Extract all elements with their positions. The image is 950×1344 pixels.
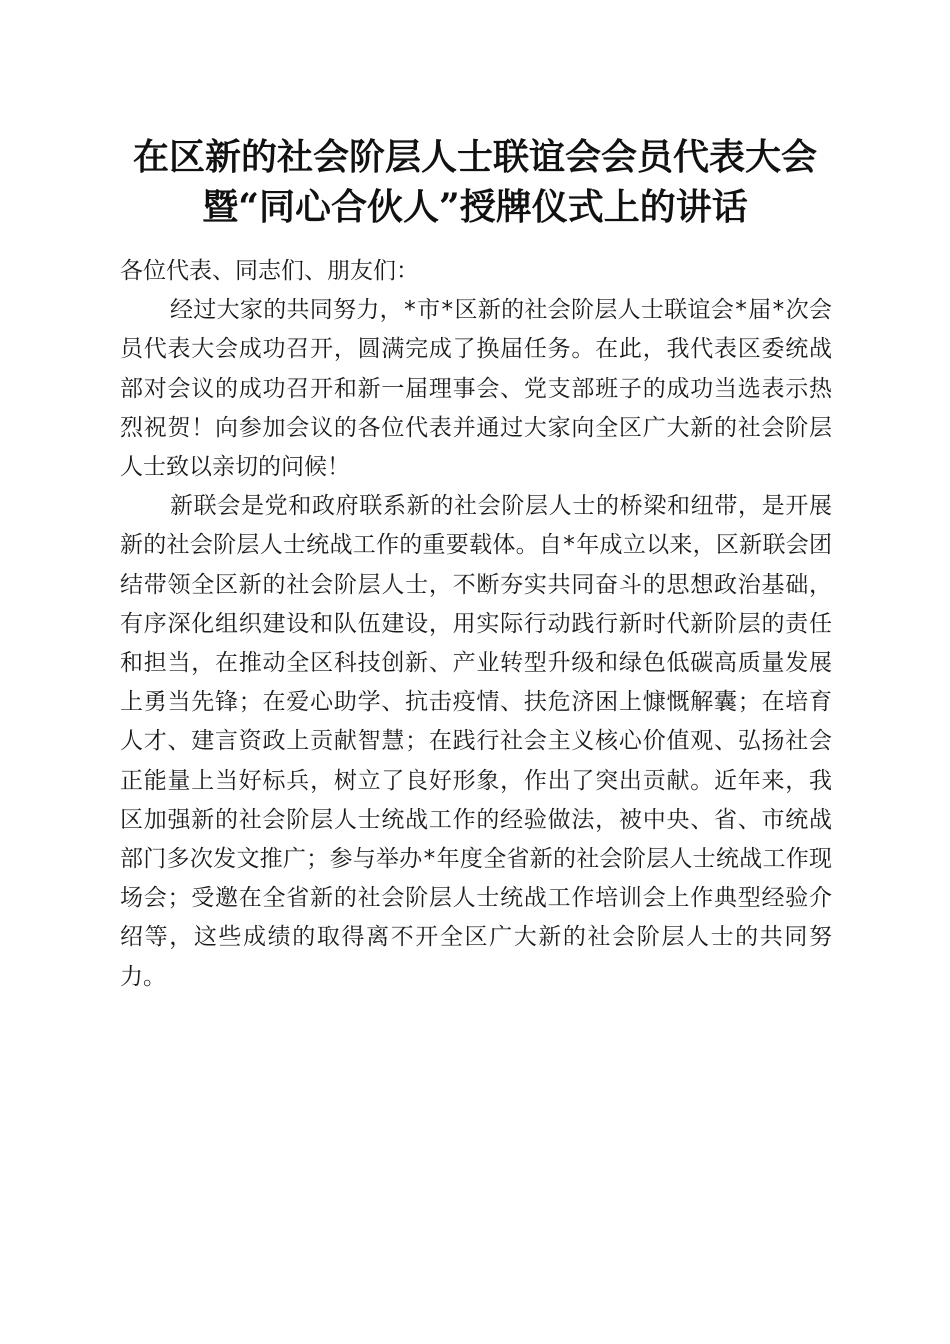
document-title (100, 132, 850, 232)
salutation: 各位代表、同志们、朋友们： (120, 258, 419, 284)
title-line-1: 在区新的社会阶层人士联谊会会员代表大会 (132, 136, 817, 178)
paragraph-1: 经过大家的共同努力，*市*区新的社会阶层人士联谊会*届*次会员代表大会成功召开，圆满完成了换届任务。在此，我代表区委统战部对会议的成功召开和新一届理事会、党支部班子的成功当选表示热烈祝贺！向参加会议的各位代表并通过大家向全区广大新的社会阶层人士致以亲切的问候！ (120, 297, 832, 481)
paragraph-2: 新联会是党和政府联系新的社会阶层人士的桥梁和纽带，是开展新的社会阶层人士统战工作的重要载体。自*年成立以来，区新联会团结带领全区新的社会阶层人士，不断夯实共同奋斗的思想政治基础，有序深化组织建设和队伍建设，用实际行动践行新时代新阶层的责任和担当，在推动全区科技创新、产业转型升级和绿色低碳高质量发展上勇当先锋；在爱心助学、抗击疫情、扶危济困上慷慨解囊；在培育人才、建言资政上贡献智慧；在践行社会主义核心价值观、弘扬社会正能量上当好标兵，树立了良好形象，作出了突出贡献。近年来，我区加强新的社会阶层人士统战工作的经验做法，被中央、省、市统战部门多次发文推广；参与举办*年度全省新的社会阶层人士统战工作现场会；受邀在全省新的社会阶层人士统战工作培训会上作典型经验介绍等，这些成绩的取得离不开全区广大新的社会阶层人士的共同努力。 (120, 493, 832, 990)
title-line-2: 暨“同心合伙人”授牌仪式上的讲话 (202, 186, 748, 228)
document-body (120, 252, 832, 997)
